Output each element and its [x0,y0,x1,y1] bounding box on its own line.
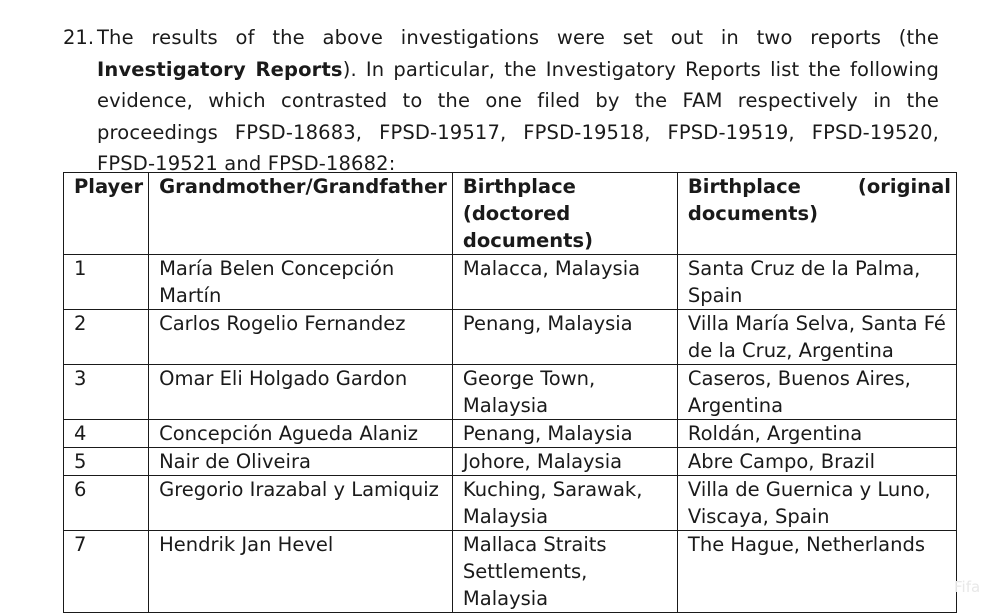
evidence-table [63,172,957,613]
cell-player: 3 [64,365,149,420]
cell-birthplace-doctored: Penang, Malaysia [452,310,677,365]
table-row [64,255,957,310]
cell-player: 1 [64,255,149,310]
cell-birthplace-original: The Hague, Netherlands [677,531,956,613]
header-player: Player [64,173,149,255]
watermark: Fifa [954,578,981,596]
header-birthplace-original: Birthplace (original documents) [677,173,956,255]
cell-grandparent: Concepción Agueda Alaniz [149,420,453,448]
cell-birthplace-doctored: George Town, Malaysia [452,365,677,420]
table-row [64,448,957,476]
cell-player: 2 [64,310,149,365]
cell-birthplace-original: Caseros, Buenos Aires, Argentina [677,365,956,420]
paragraph-text-part-1: The results of the above investigations were set out in two reports (the [97,26,939,49]
paragraph-text [97,22,939,180]
cell-grandparent: Gregorio Irazabal y Lamiquiz [149,476,453,531]
header-grandparent: Grandmother/Grandfather [149,173,453,255]
cell-grandparent: Hendrik Jan Hevel [149,531,453,613]
cell-grandparent: Carlos Rogelio Fernandez [149,310,453,365]
cell-birthplace-doctored: Penang, Malaysia [452,420,677,448]
cell-birthplace-doctored: Johore, Malaysia [452,448,677,476]
header-birthplace-doctored: Birthplace (doctored documents) [452,173,677,255]
cell-grandparent: Omar Eli Holgado Gardon [149,365,453,420]
cell-player: 4 [64,420,149,448]
cell-player: 6 [64,476,149,531]
cell-player: 7 [64,531,149,613]
table-header-row [64,173,957,255]
table-row [64,310,957,365]
paragraph-text-part-2: ). In particular, the Investigatory Reports list the following evidence, which contrasted to the one filed by the FAM respectively in the proceedings FPSD-18683, FPSD-19517, FPSD-19518, FPSD-19519, FPSD-19520, FPSD-19521 and FPSD-18682: [97,57,939,175]
table-row [64,531,957,613]
table-row [64,476,957,531]
cell-birthplace-original: Villa María Selva, Santa Fé de la Cruz, Argentina [677,310,956,365]
cell-grandparent: María Belen Concepción Martín [149,255,453,310]
table-row [64,365,957,420]
paragraph-bold-term: Investigatory Reports [97,57,343,81]
cell-birthplace-doctored: Kuching, Sarawak, Malaysia [452,476,677,531]
table-row [64,420,957,448]
paragraph-number: 21. [63,26,95,49]
cell-birthplace-original: Roldán, Argentina [677,420,956,448]
paragraph-21 [63,22,939,180]
cell-birthplace-original: Santa Cruz de la Palma, Spain [677,255,956,310]
cell-player: 5 [64,448,149,476]
cell-birthplace-doctored: Mallaca Straits Settlements, Malaysia [452,531,677,613]
cell-birthplace-original: Villa de Guernica y Luno, Viscaya, Spain [677,476,956,531]
cell-birthplace-original: Abre Campo, Brazil [677,448,956,476]
cell-birthplace-doctored: Malacca, Malaysia [452,255,677,310]
cell-grandparent: Nair de Oliveira [149,448,453,476]
